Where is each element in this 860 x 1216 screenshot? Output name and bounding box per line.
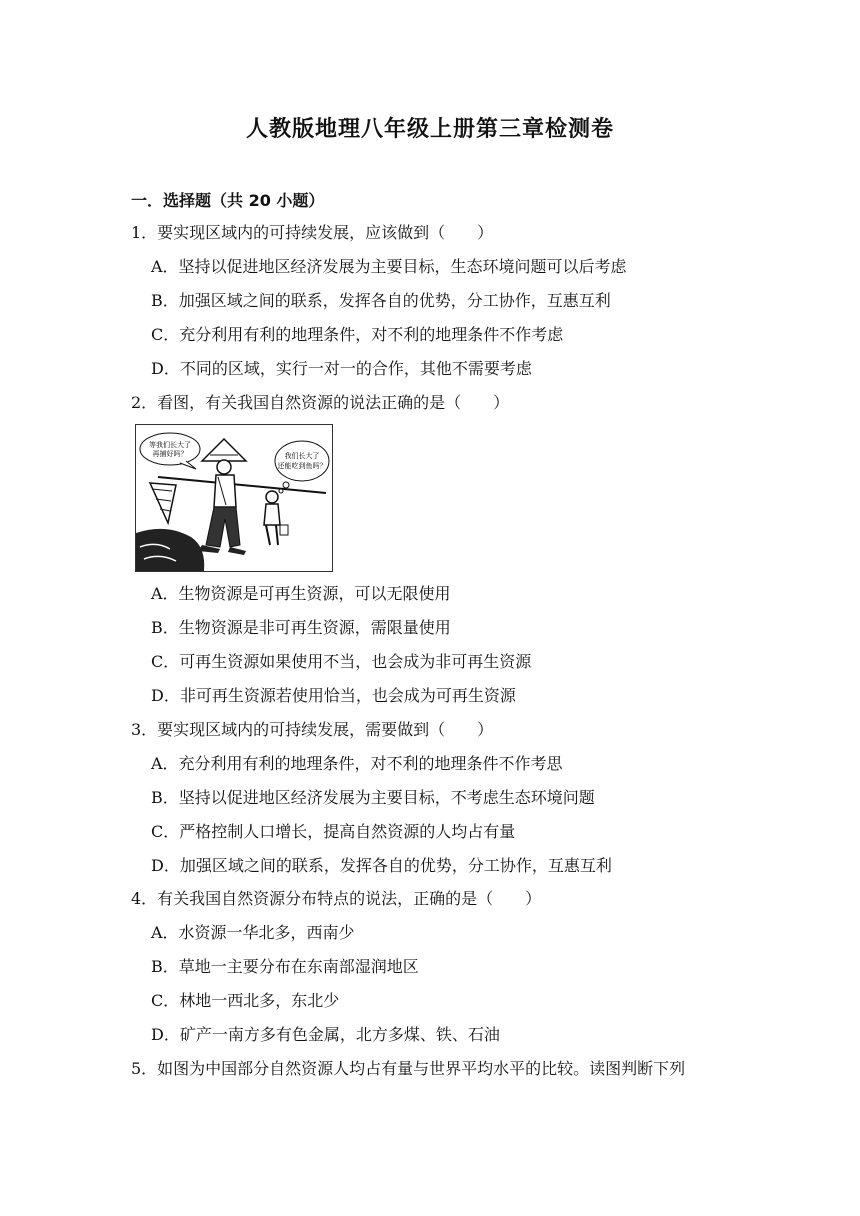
- question-4-option-d: D．矿产一南方多有色金属，北方多煤、铁、石油: [151, 1025, 500, 1044]
- question-3-stem: 3．要实现区域内的可持续发展，需要做到（ ）: [131, 720, 494, 739]
- question-1-option-b: B．加强区域之间的联系，发挥各自的优势，分工协作，互惠互利: [151, 291, 611, 310]
- question-5-stem: 5．如图为中国部分自然资源人均占有量与世界平均水平的比较。读图判断下列: [131, 1059, 686, 1078]
- question-3-option-c: C．严格控制人口增长，提高自然资源的人均占有量: [151, 822, 516, 841]
- question-4-option-a: A．水资源一华北多，西南少: [151, 923, 355, 942]
- question-2-option-d: D．非可再生资源若使用恰当，也会成为可再生资源: [151, 686, 516, 705]
- question-3-option-a: A．充分利用有利的地理条件，对不利的地理条件不作考思: [151, 754, 563, 773]
- left-bubble-line-2: 再捕好吗？: [152, 450, 188, 458]
- document-title: 人教版地理八年级上册第三章检测卷: [245, 117, 614, 142]
- question-2-option-b: B．生物资源是非可再生资源，需限量使用: [151, 618, 451, 637]
- question-2-option-c: C．可再生资源如果使用不当，也会成为非可再生资源: [151, 652, 532, 671]
- right-bubble-line-2: 还能吃到鱼吗？: [277, 462, 327, 470]
- question-1-stem: 1．要实现区域内的可持续发展，应该做到（ ）: [131, 223, 494, 242]
- question-4-stem: 4．有关我国自然资源分布特点的说法，正确的是（ ）: [131, 889, 542, 908]
- question-1-option-c: C．充分利用有利的地理条件，对不利的地理条件不作考虑: [151, 325, 564, 344]
- fishing-cartoon-figure: [135, 424, 333, 572]
- question-3-option-b: B．坚持以促进地区经济发展为主要目标，不考虑生态环境问题: [151, 788, 595, 807]
- question-2-option-a: A．生物资源是可再生资源，可以无限使用: [151, 584, 451, 603]
- question-1-option-d: D．不同的区域，实行一对一的合作，其他不需要考虑: [151, 359, 532, 378]
- question-1-option-a: A．坚持以促进地区经济发展为主要目标，生态环境问题可以后考虑: [151, 257, 627, 276]
- left-bubble-line-1: 等我们长大了: [149, 441, 191, 449]
- question-2-stem: 2．看图，有关我国自然资源的说法正确的是（ ）: [131, 393, 510, 412]
- question-4-option-b: B．草地一主要分布在东南部湿润地区: [151, 957, 419, 976]
- question-3-option-d: D．加强区域之间的联系，发挥各自的优势，分工协作，互惠互利: [151, 856, 612, 875]
- right-bubble-line-1: 我们长大了: [284, 452, 320, 460]
- question-4-option-c: C．林地一西北多，东北少: [151, 991, 340, 1010]
- section-heading: 一．选择题（共 20 小题）: [131, 191, 325, 210]
